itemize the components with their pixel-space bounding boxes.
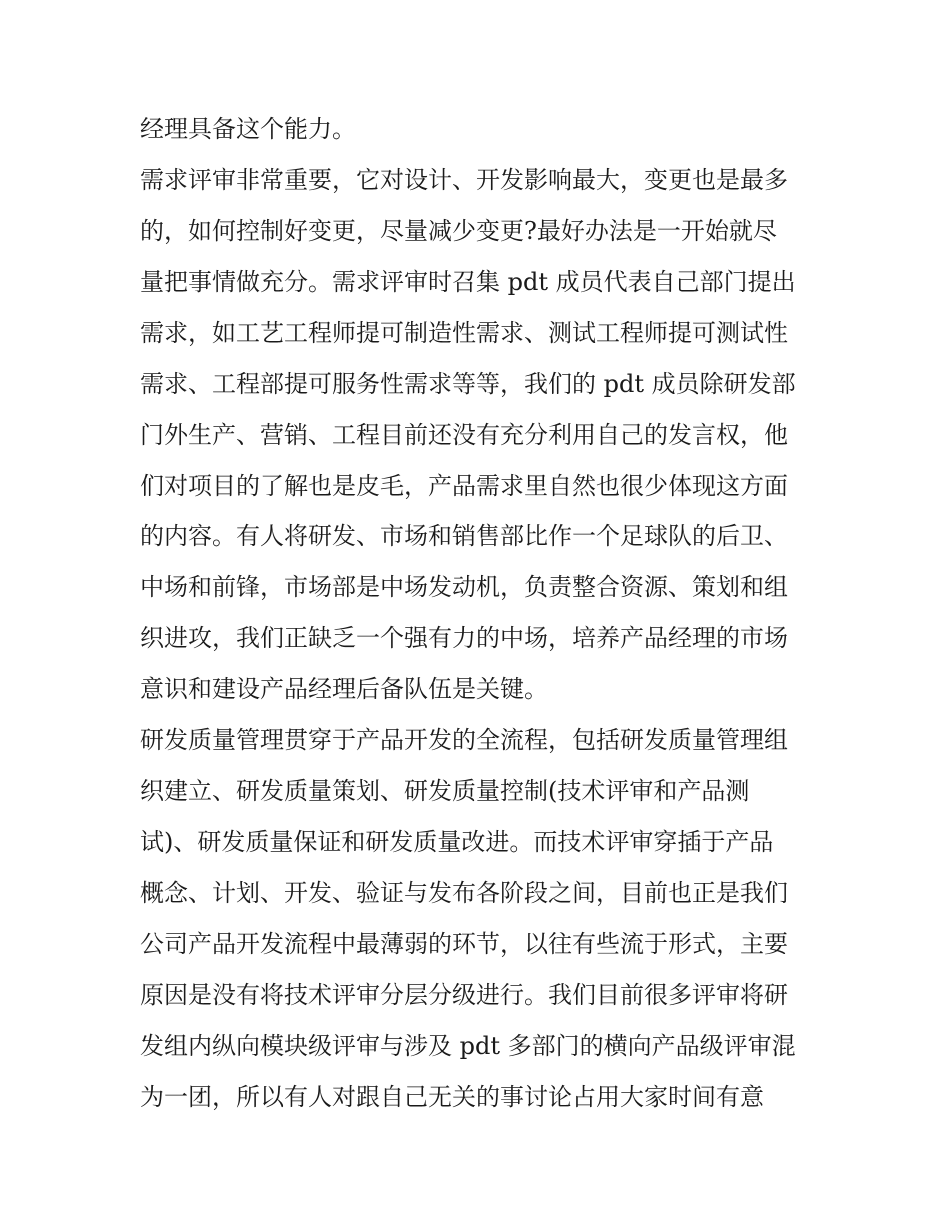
text-line: 概念、计划、开发、验证与发布各阶段之间，目前也正是我们 [140, 879, 788, 907]
text-line: 量把事情做充分。需求评审时召集 pdt 成员代表自己部门提出 [140, 268, 796, 296]
text-line: 发组内纵向模块级评审与涉及 pdt 多部门的横向产品级评审混 [140, 1032, 796, 1060]
text-line: 织建立、研发质量策划、研发质量控制(技术评审和产品测 [140, 777, 750, 805]
text-line: 中场和前锋，市场部是中场发动机，负责整合资源、策划和组 [140, 573, 788, 601]
text-line: 公司产品开发流程中最薄弱的环节，以往有些流于形式，主要 [140, 930, 788, 958]
text-line: 们对项目的了解也是皮毛，产品需求里自然也很少体现这方面 [140, 472, 788, 500]
text-line: 需求，如工艺工程师提可制造性需求、测试工程师提可测试性 [140, 319, 788, 347]
text-line: 经理具备这个能力。 [140, 115, 356, 143]
text-line: 的内容。有人将研发、市场和销售部比作一个足球队的后卫、 [140, 522, 788, 550]
text-line: 试)、研发质量保证和研发质量改进。而技术评审穿插于产品 [140, 828, 774, 856]
text-line: 研发质量管理贯穿于产品开发的全流程，包括研发质量管理组 [140, 726, 788, 754]
text-line: 织进攻，我们正缺乏一个强有力的中场，培养产品经理的市场 [140, 624, 788, 652]
text-line: 为一团，所以有人对跟自己无关的事讨论占用大家时间有意 [140, 1083, 764, 1111]
text-line: 意识和建设产品经理后备队伍是关键。 [140, 675, 548, 703]
text-line: 需求、工程部提可服务性需求等等，我们的 pdt 成员除研发部 [140, 370, 796, 398]
text-line: 原因是没有将技术评审分层分级进行。我们目前很多评审将研 [140, 981, 788, 1009]
text-line: 的，如何控制好变更，尽量减少变更?最好办法是一开始就尽 [140, 217, 777, 245]
text-line: 门外生产、营销、工程目前还没有充分利用自己的发言权，他 [140, 421, 788, 449]
text-line: 需求评审非常重要，它对设计、开发影响最大，变更也是最多 [140, 166, 788, 194]
